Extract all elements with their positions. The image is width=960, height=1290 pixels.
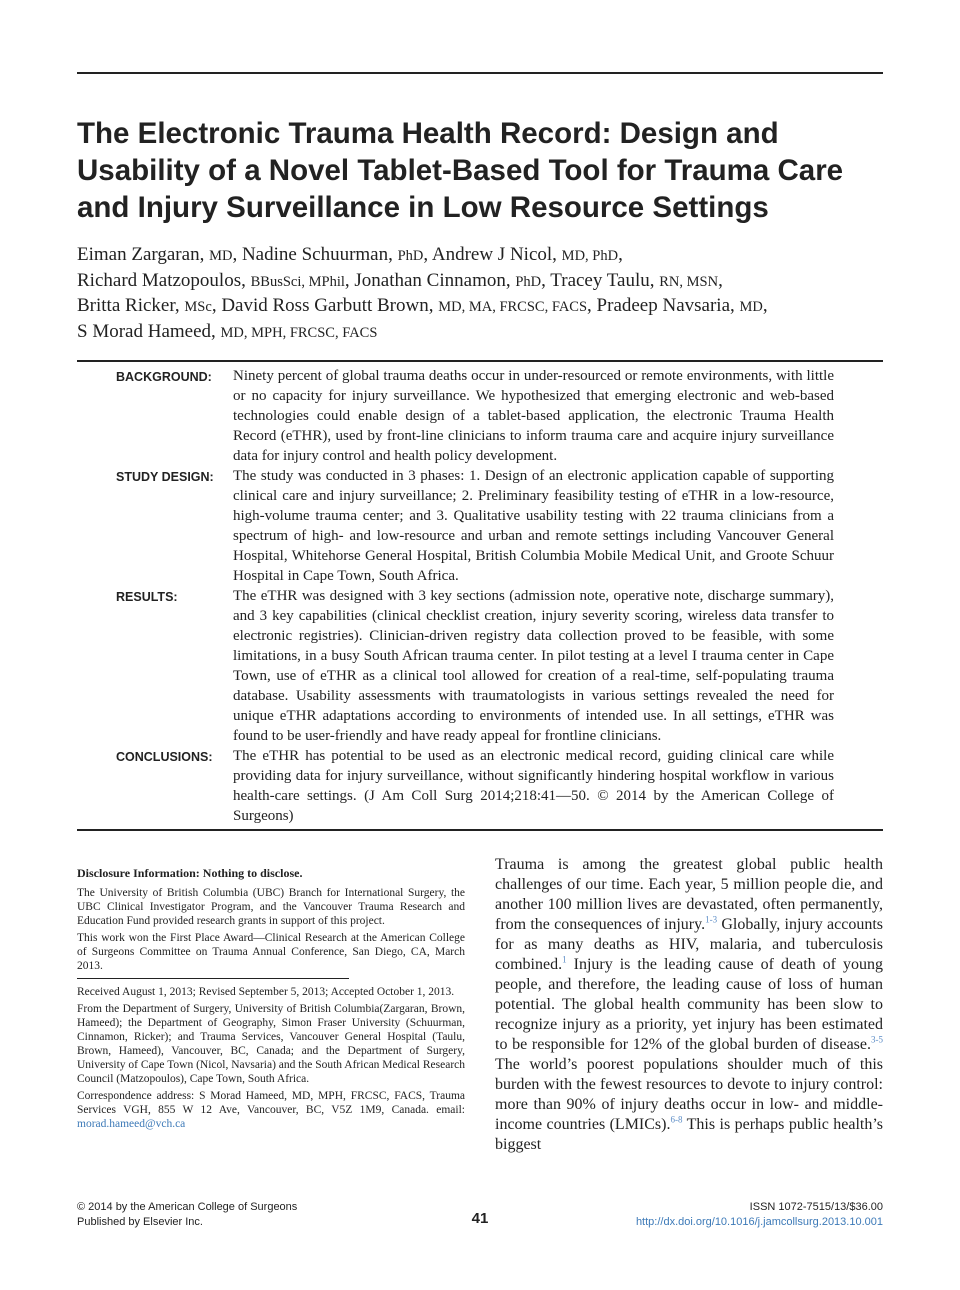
citation-ref[interactable]: 6-8 (670, 1114, 683, 1125)
footnotes (77, 866, 465, 1134)
author-line (77, 243, 883, 269)
funding-note: The University of British Columbia (UBC) Branch for International Surgery, the UBC Clinical Investigator Program, and the Vancouver Trauma Research and Education Fund provided research grants in support of this project. (77, 887, 465, 927)
author-name: S Morad Hameed, (77, 320, 221, 342)
email-link[interactable]: morad.hameed@vch.ca (77, 1118, 186, 1130)
citation-ref[interactable]: 1 (562, 954, 567, 965)
author-degree: PhD (515, 273, 542, 290)
abstract-conclusions (116, 746, 834, 826)
abstract-bottom-rule (77, 829, 883, 831)
author-line (77, 294, 883, 320)
disclosure-note: Disclosure Information: Nothing to disclose. (77, 866, 303, 880)
author-name: , David Ross Garbutt Brown, (211, 295, 439, 316)
author-degree: PhD (397, 248, 424, 264)
received-note: Received August 1, 2013; Revised September 5, 2013; Accepted October 1, 2013. (77, 986, 455, 998)
footer-copyright: © 2014 by the American College of Surgeons (77, 1201, 298, 1213)
page-number: 41 (471, 1210, 489, 1227)
author-degree: MD (209, 248, 233, 264)
citation-ref[interactable]: 3-5 (871, 1034, 883, 1045)
citation-ref[interactable]: 1-3 (705, 914, 718, 925)
author-degree: MD (739, 299, 763, 315)
author-name: Britta Ricker, (77, 295, 185, 316)
abstract-text: Ninety percent of global trauma deaths occur in under-resourced or remote environments, with little or no capacity for injury surveillance. We hypothesized that emerging electronic and web-based technologies could enable design of a tablet-based application, the electronic Trauma Health Record (eTHR), used by front-line clinicians to inform trauma care and acquire injury surveillance data for injury control and health policy development. (233, 368, 834, 464)
author-degree: MD, PhD (561, 248, 619, 264)
body-text-run: Injury is the leading cause of death of young people, and therefore, the leading cause of loss of human potential. The global health community has been slow to recognize injury as a priority, yet injury has been estimated to be responsible for 12% of the global burden of disease. (495, 956, 883, 1053)
top-rule (77, 72, 883, 74)
abstract-top-rule (77, 360, 883, 362)
author-degree: MSc (184, 299, 212, 315)
author-name: , (762, 295, 768, 316)
abstract-background (116, 366, 834, 466)
abstract-study-design (116, 466, 834, 586)
abstract-label: CONCLUSIONS: (116, 750, 213, 764)
affiliations-note: From the Department of Surgery, University of British Columbia(Zargaran, Brown, Hameed); the Department of Geography, Simon Fraser University (Schuurman, Cinnamon, Ricker); and Trauma Services, Vancouver General Hospital (Taulu, Brown, Hameed), Vancouver, BC, Canada; and the Department of Surgery, University of Cape Town (Nicol, Navsaria) and the South African Medical Research Council (Matzopoulos), Cape Town, South Africa. (77, 1003, 465, 1085)
author-name: , Tracey Taulu, (541, 269, 660, 291)
author-list (77, 243, 883, 345)
notes-divider (77, 978, 349, 979)
abstract-text: The study was conducted in 3 phases: 1. Design of an electronic application capable of supporting clinical care and injury surveillance; 2. Preliminary feasibility testing of eTHR in a low-resource, high-volume trauma center; and 3. Qualitative usability testing with 22 trauma clinicians from a spectrum of high- and low-resource and urban and remote settings including Vancouver General Hospital, Whitehorse General Hospital, British Columbia Mobile Medical Unit, and Groote Schuur Hospital in Cape Town, South Africa. (233, 468, 834, 584)
author-degree: MD, MPH, FRCSC, FACS (220, 324, 378, 341)
body-text-run: Trauma is among the greatest global public health challenges of our time. Each year, 5 million people die, and another 100 million lives are devastated, often permanently, from the consequences of injury. (495, 856, 883, 933)
author-name: , Nadine Schuurman, (232, 244, 398, 265)
abstract-text: The eTHR was designed with 3 key sections (admission note, operative note, discharge summary), and 3 key capabilities (clinical checklist creation, injury severity scoring, wireless data transfer to electronic registries). Clinician-driven registry data collection proved to be feasible, with some limitations, in a busy South African trauma center. In pilot testing at a level I trauma center in Cape Town, use of eTHR as a clinical tool allowed for creation of a real-time, self-populating trauma database. Usability assessments with traumatologists in various settings revealed the need for unique eTHR adaptations according to environments of intended use. In all settings, eTHR was found to be user-friendly and have ready appeal for frontline clinicians. (233, 588, 834, 744)
author-degree: MD, MA, FRCSC, FACS (438, 299, 588, 315)
article-title: The Electronic Trauma Health Record: Design and Usability of a Novel Tablet-Based Tool for Trauma Care and Injury Surveillance in Low Resource Settings (77, 117, 844, 224)
author-degree: BBusSci, MPhil (250, 273, 345, 290)
abstract (116, 366, 834, 826)
abstract-label: STUDY DESIGN: (116, 470, 214, 484)
author-name: , Jonathan Cinnamon, (344, 269, 516, 291)
abstract-text: The eTHR has potential to be used as an electronic medical record, guiding clinical care while providing data for injury surveillance, without significantly hindering hospital workflow in various health-care settings. (J Am Coll Surg 2014;218:41—50. © 2014 by the American College of Surgeons) (233, 748, 834, 824)
correspondence-text: Correspondence address: S Morad Hameed, MD, MPH, FRCSC, FACS, Trauma Services VGH, 855 W 12 Ave, Vancouver, BC, V5Z 1M9, Canada. email: (77, 1090, 465, 1116)
author-line (77, 269, 883, 295)
body-text-run: This is perhaps public health’s biggest (495, 1116, 884, 1153)
body-text-run: Globally, injury accounts for as many deaths as HIV, malaria, and tuberculosis combined. (495, 916, 883, 973)
author-line (77, 320, 883, 346)
abstract-label: RESULTS: (116, 590, 178, 604)
footer-left (77, 1200, 297, 1230)
author-degree: RN, MSN (659, 273, 719, 290)
author-name: , Andrew J Nicol, (423, 244, 562, 265)
correspondence-note (77, 1089, 465, 1131)
footer-issn: ISSN 1072-7515/13/$36.00 (749, 1201, 883, 1213)
abstract-label: BACKGROUND: (116, 370, 212, 384)
author-name: , (618, 244, 623, 265)
body-text-run: The world’s poorest populations shoulder much of this burden with the fewest resources to devote to injury control: more than 90% of injury deaths occur in low- and middle-income countries (LMICs). (495, 1056, 883, 1133)
footer-right (636, 1200, 883, 1230)
author-name: Richard Matzopoulos, (77, 269, 251, 291)
doi-link[interactable]: http://dx.doi.org/10.1016/j.jamcollsurg.2013.10.001 (635, 1216, 883, 1228)
author-name: Eiman Zargaran, (77, 244, 210, 265)
award-note: This work won the First Place Award—Clinical Research at the American College of Surgeons Committee on Trauma Annual Conference, San Diego, CA, March 2013. (77, 932, 465, 972)
footer-publisher: Published by Elsevier Inc. (77, 1216, 203, 1228)
author-name: , (718, 269, 723, 291)
body-text (495, 855, 883, 1155)
abstract-results (116, 586, 834, 746)
author-name: , Pradeep Navsaria, (587, 295, 740, 316)
